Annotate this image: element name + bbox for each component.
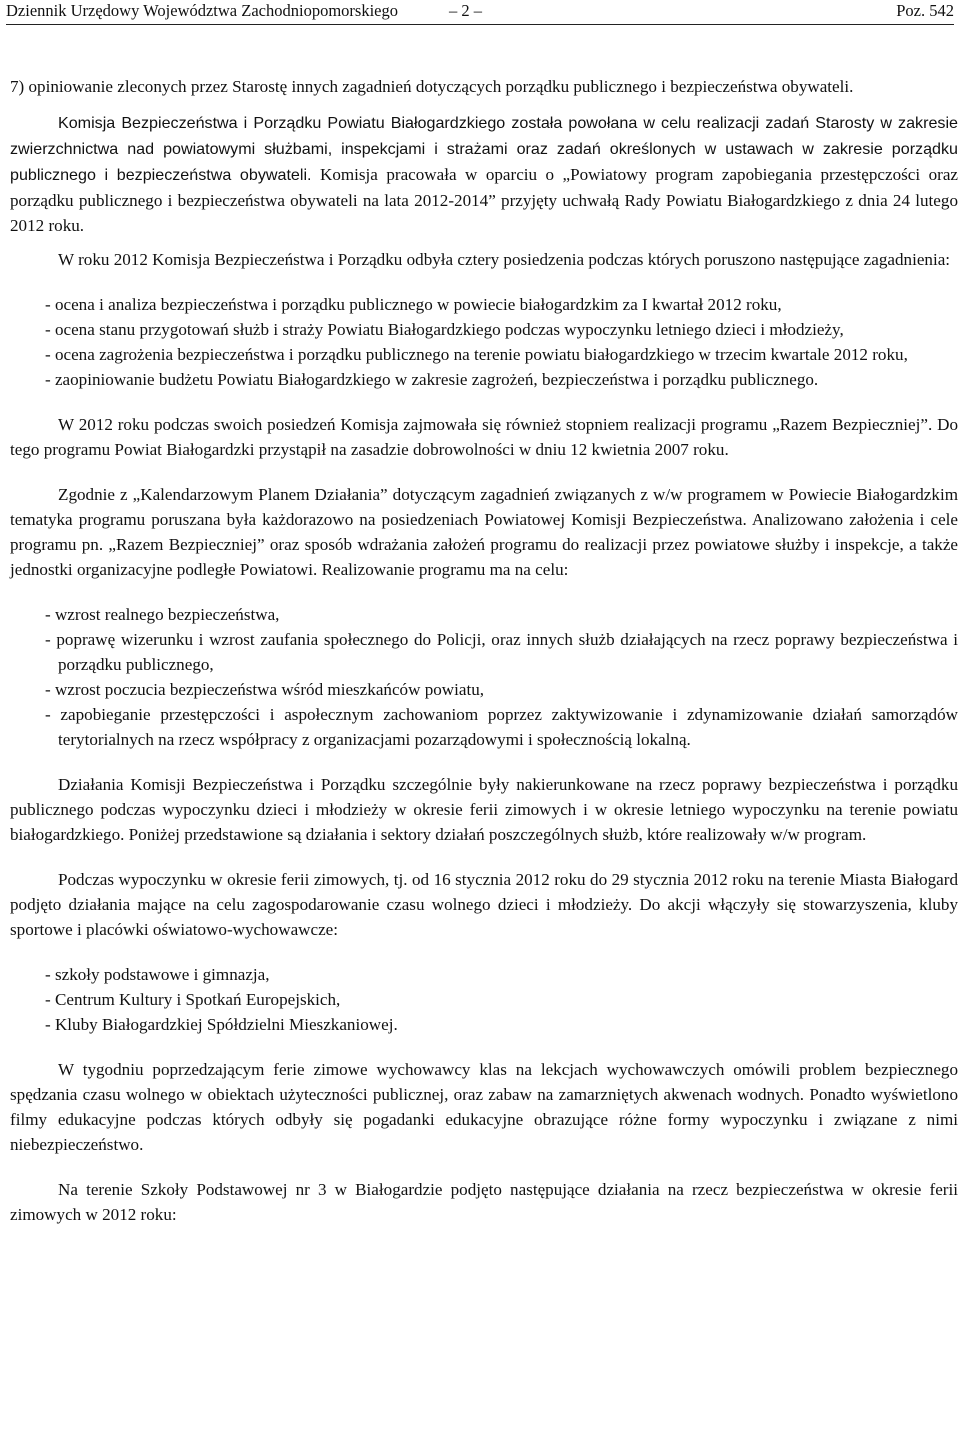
paragraph-winter-break: Podczas wypoczynku w okresie ferii zimowych, tj. od 16 stycznia 2012 roku do 29 stycznia 2012 roku na terenie Miasta Białogard podjęto działania mające na celu zagospodarowanie czasu wolnego dzieci i młodzieży. Do akcji włączyły się stowarzyszenia, kluby sportowe i placówki oświatowo-wychowawcze: xyxy=(10,870,958,939)
list-item: - poprawę wizerunku i wzrost zaufania społecznego do Policji, oraz innych służb działających na rzecz poprawy bezpieczeństwa i porządku publicznego, xyxy=(45,630,958,674)
paragraph-school-3: Na terenie Szkoły Podstawowej nr 3 w Białogardzie podjęto następujące działania na rzecz bezpieczeństwa w okresie ferii zimowych w 2012 roku: xyxy=(10,1180,958,1224)
list-item: - ocena i analiza bezpieczeństwa i porządku publicznego w powiecie białogardzkim za I kwartał 2012 roku, xyxy=(45,295,782,314)
paragraph-commission-purpose xyxy=(10,110,958,238)
paragraph-week-before: W tygodniu poprzedzającym ferie zimowe wychowawcy klas na lekcjach wychowawczych omówili problem bezpiecznego spędzania czasu wolnego w obiektach użyteczności publicznej, oraz zabaw na zamarzniętych akwenach wodnych. Ponadto wyświetlono filmy edukacyjne podczas których odbyły się pogadanki edukacyjne obrazujące różne formy wypoczynku i związane z nimi niebezpieczeństwo. xyxy=(10,1060,958,1154)
paragraph-commission-actions: Działania Komisji Bezpieczeństwa i Porządku szczególnie były nakierunkowane na rzecz poprawy bezpieczeństwa i porządku publicznego podczas wypoczynku dzieci i młodzieży w okresie ferii zimowych i w okresie letniego wypoczynku na terenie powiatu białogardzkiego. Poniżej przedstawione są działania i sektory działań poszczególnych służb, które realizowały w/w program. xyxy=(10,775,958,844)
page-header xyxy=(6,0,954,25)
paragraph-calendar-plan: Zgodnie z „Kalendarzowym Planem Działania” dotyczącym zagadnień związanych z w/w programem w Powiecie Białogardzkim tematyka programu poruszana była każdorazowo na posiedzeniach Powiatowej Komisji Bezpieczeństwa. Analizowano założenia i cele programu pn. „Razem Bezpieczniej” oraz sposób wdrażania założeń programu do realizacji przez powiatowe służby i inspekcje, a także jednostki organizacyjne podległe Powiatowi. Realizowanie programu ma na celu: xyxy=(10,485,958,579)
journal-title: Dziennik Urzędowy Województwa Zachodniopomorskiego xyxy=(6,1,398,20)
list-item: - ocena zagrożenia bezpieczeństwa i porządku publicznego na terenie powiatu białogardzkiego w trzecim kwartale 2012 roku, xyxy=(45,345,908,364)
intro-list-item: 7) opiniowanie zleconych przez Starostę innych zagadnień dotyczących porządku publicznego i bezpieczeństwa obywateli. xyxy=(10,77,854,96)
list-item: - zaopiniowanie budżetu Powiatu Białogardzkiego w zakresie zagrożeń, bezpieczeństwa i porządku publicznego. xyxy=(45,370,819,389)
list-item: - ocena stanu przygotowań służb i straży Powiatu Białogardzkiego podczas wypoczynku letniego dzieci i młodzieży, xyxy=(45,320,844,339)
program-goals-list xyxy=(10,602,958,752)
paragraph-razem-bezpieczniej: W 2012 roku podczas swoich posiedzeń Komisja zajmowała się również stopniem realizacji programu „Razem Bezpieczniej”. Do tego programu Powiat Białogardzki przystąpił na zasadzie dobrowolności w dniu 12 kwietnia 2007 roku. xyxy=(10,415,958,459)
list-item: - wzrost poczucia bezpieczeństwa wśród mieszkańców powiatu, xyxy=(45,680,485,699)
paragraph-commission-program-text: Komisja pracowała w oparciu o „Powiatowy program zapobiegania przestępczości oraz porządku publicznego i bezpieczeństwa obywateli na lata 2012-2014” przyjęty uchwałą Rady Powiatu Białogardzkiego z dnia 24 lutego 2012 roku. xyxy=(10,165,958,235)
position-number: Poz. 542 xyxy=(896,1,954,20)
meeting-topics-list xyxy=(10,292,958,392)
paragraph-commission-purpose-text: Komisja Bezpieczeństwa i Porządku Powiatu Białogardzkiego została powołana w celu realizacji zadań Starosty w zakresie zwierzchnictwa nad powiatowymi służbami, inspekcjami i strażami oraz zadań określonych w ustawach w zakresie porządku publicznego i bezpieczeństwa obywateli. xyxy=(10,114,958,184)
participants-list xyxy=(10,962,958,1037)
list-item: - szkoły podstawowe i gimnazja, xyxy=(45,965,270,984)
page-number: – 2 – xyxy=(449,1,482,20)
list-item: - Kluby Białogardzkiej Spółdzielni Mieszkaniowej. xyxy=(45,1015,398,1034)
document-body xyxy=(10,74,958,1227)
list-item: - Centrum Kultury i Spotkań Europejskich, xyxy=(45,990,341,1009)
paragraph-meetings: W roku 2012 Komisja Bezpieczeństwa i Porządku odbyła cztery posiedzenia podczas których poruszono następujące zagadnienia: xyxy=(58,250,951,269)
list-item: - wzrost realnego bezpieczeństwa, xyxy=(45,605,280,624)
list-item: - zapobieganie przestępczości i aspołecznym zachowaniom poprzez zaktywizowanie i zdynamizowanie działań samorządów terytorialnych na rzecz współpracy z organizacjami pozarządowymi i społecznością lokalną. xyxy=(45,705,958,749)
